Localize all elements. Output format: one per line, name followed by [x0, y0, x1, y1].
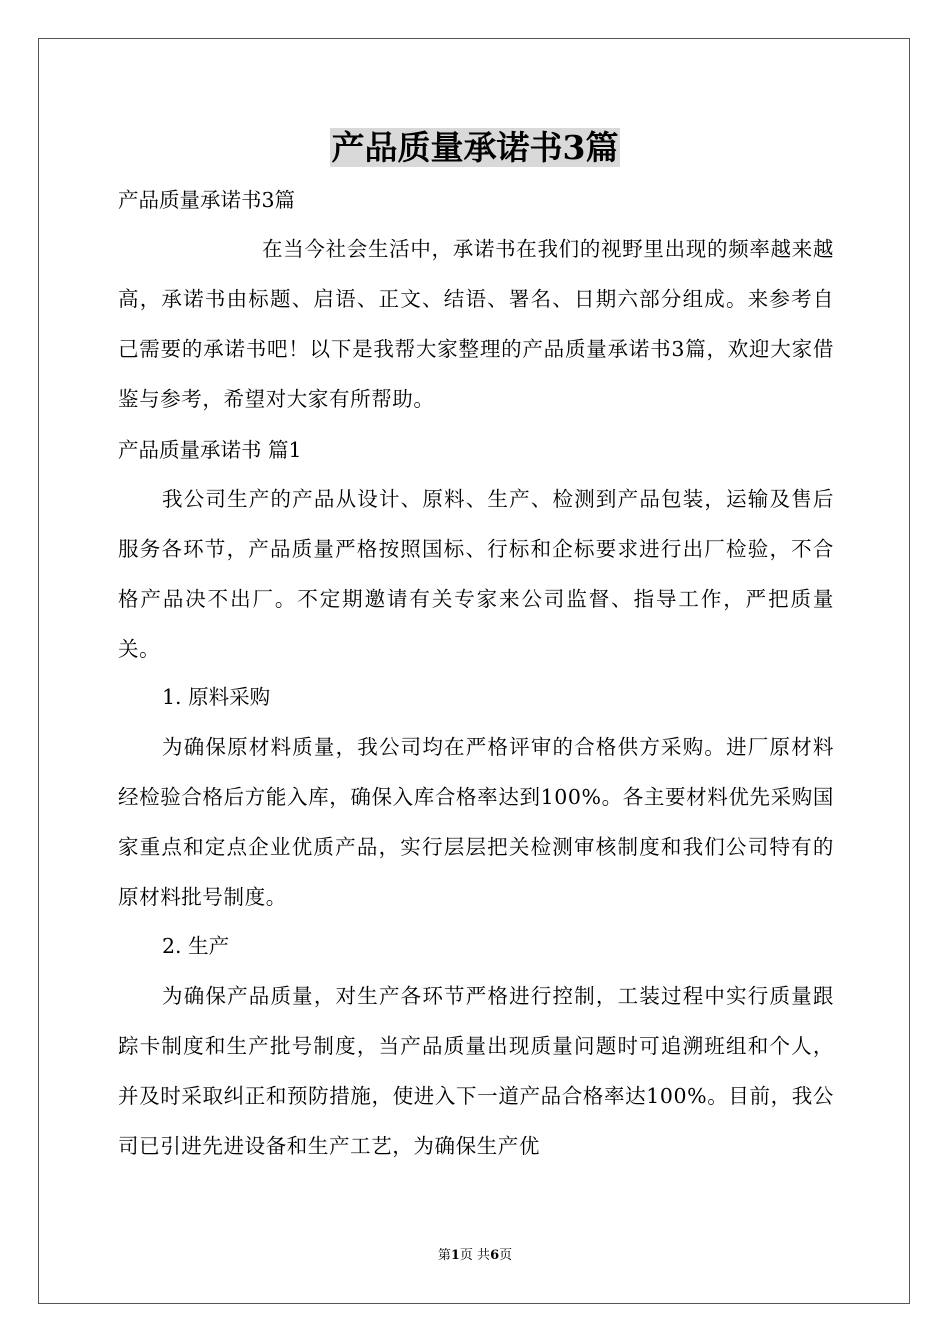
document-subtitle: 产品质量承诺书3篇 — [118, 188, 296, 212]
item1-paragraph: 为确保原材料质量，我公司均在严格评审的合格供方采购。进厂原材料经检验合格后方能入库，确保入库合格率达到100%。各主要材料优先采购国家重点和定点企业优质产品，实行层层把关检测审核制度和我们公司特有的原材料批号制度。 — [118, 735, 834, 909]
item2-paragraph: 为确保产品质量，对生产各环节严格进行控制，工装过程中实行质量跟踪卡制度和生产批号制度，当产品质量出现质量问题时可追溯班组和个人，并及时采取纠正和预防措施，使进入下一道产品合格率达100%。目前，我公司已引进先进设备和生产工艺，为确保生产优 — [118, 984, 834, 1158]
section1-paragraph: 我公司生产的产品从设计、原料、生产、检测到产品包装，运输及售后服务各环节，产品质量严格按照国标、行标和企标要求进行出厂检验，不合格产品决不出厂。不定期邀请有关专家来公司监督、指导工作，严把质量关。 — [118, 487, 834, 661]
intro-paragraph: 在当今社会生活中，承诺书在我们的视野里出现的频率越来越高，承诺书由标题、启语、正文、结语、署名、日期六部分组成。来参考自己需要的承诺书吧！以下是我帮大家整理的产品质量承诺书3篇，欢迎大家借鉴与参考，希望对大家有所帮助。 — [118, 237, 834, 411]
document-title-text: 产品质量承诺书3篇 — [331, 128, 619, 167]
item1-heading: 1. 原料采购 — [162, 685, 271, 709]
document-title — [0, 124, 950, 172]
item2-heading: 2. 生产 — [162, 934, 230, 958]
page-footer — [0, 1247, 950, 1265]
section-heading: 产品质量承诺书 篇1 — [118, 438, 302, 462]
footer-mid: 页 共 — [459, 1248, 491, 1263]
footer-suffix: 页 — [499, 1248, 513, 1263]
footer-prefix: 第 — [437, 1248, 451, 1263]
footer-page-total: 6 — [490, 1248, 500, 1263]
footer-page-number: 1 — [450, 1248, 460, 1263]
